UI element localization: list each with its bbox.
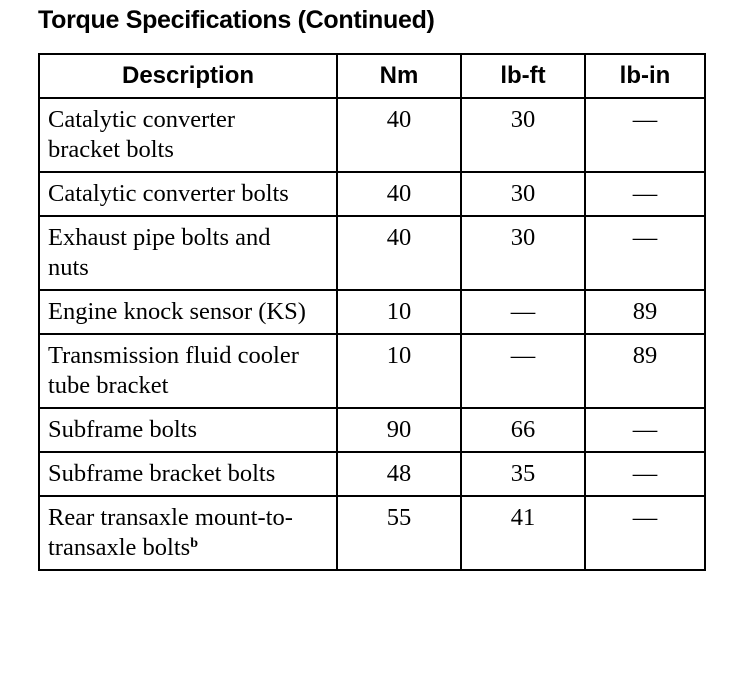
lb-in-cell: 89 bbox=[585, 290, 705, 334]
lb-ft-cell: — bbox=[461, 334, 585, 408]
lb-in-cell: — bbox=[585, 496, 705, 570]
column-header-lb-ft: lb-ft bbox=[461, 54, 585, 98]
description-cell: Transmission fluid cooler tube bracket bbox=[39, 334, 337, 408]
nm-cell: 55 bbox=[337, 496, 461, 570]
column-header-description: Description bbox=[39, 54, 337, 98]
table-row bbox=[39, 172, 705, 216]
description-cell: Exhaust pipe bolts and nuts bbox=[39, 216, 337, 290]
description-cell: Engine knock sensor (KS) bbox=[39, 290, 337, 334]
lb-ft-cell: 30 bbox=[461, 98, 585, 172]
nm-cell: 10 bbox=[337, 290, 461, 334]
table-row bbox=[39, 452, 705, 496]
footnote-marker: b bbox=[190, 536, 198, 551]
column-header-lb-in: lb-in bbox=[585, 54, 705, 98]
description-cell: Subframe bolts bbox=[39, 408, 337, 452]
lb-ft-cell: — bbox=[461, 290, 585, 334]
table-row bbox=[39, 334, 705, 408]
description-cell: Catalytic converter bracket bolts bbox=[39, 98, 337, 172]
lb-ft-cell: 35 bbox=[461, 452, 585, 496]
header-row bbox=[39, 54, 705, 98]
nm-cell: 10 bbox=[337, 334, 461, 408]
lb-in-cell: — bbox=[585, 216, 705, 290]
table-row bbox=[39, 290, 705, 334]
nm-cell: 40 bbox=[337, 98, 461, 172]
lb-in-cell: — bbox=[585, 98, 705, 172]
column-header-nm: Nm bbox=[337, 54, 461, 98]
nm-cell: 48 bbox=[337, 452, 461, 496]
lb-in-cell: — bbox=[585, 408, 705, 452]
nm-cell: 40 bbox=[337, 216, 461, 290]
lb-ft-cell: 30 bbox=[461, 216, 585, 290]
table-row bbox=[39, 496, 705, 570]
description-cell: Subframe bracket bolts bbox=[39, 452, 337, 496]
lb-ft-cell: 41 bbox=[461, 496, 585, 570]
lb-in-cell: — bbox=[585, 452, 705, 496]
table-row bbox=[39, 408, 705, 452]
page-title: Torque Specifications (Continued) bbox=[38, 6, 435, 34]
table-row bbox=[39, 98, 705, 172]
nm-cell: 40 bbox=[337, 172, 461, 216]
description-text: Rear transaxle mount-to-transaxle bolts bbox=[48, 504, 293, 561]
description-cell: Catalytic converter bolts bbox=[39, 172, 337, 216]
lb-ft-cell: 66 bbox=[461, 408, 585, 452]
torque-spec-table bbox=[38, 53, 706, 571]
lb-ft-cell: 30 bbox=[461, 172, 585, 216]
nm-cell: 90 bbox=[337, 408, 461, 452]
description-cell bbox=[39, 496, 337, 570]
lb-in-cell: 89 bbox=[585, 334, 705, 408]
table-row bbox=[39, 216, 705, 290]
lb-in-cell: — bbox=[585, 172, 705, 216]
